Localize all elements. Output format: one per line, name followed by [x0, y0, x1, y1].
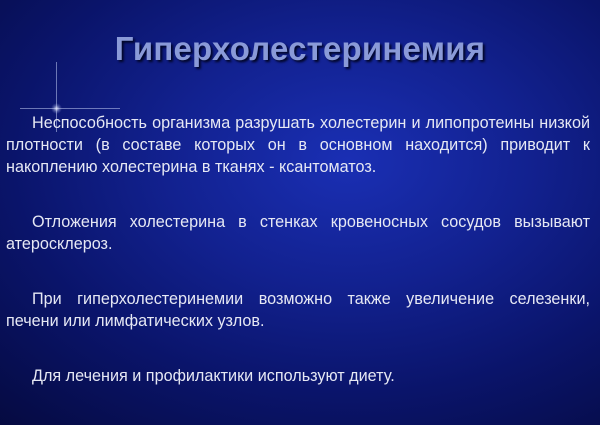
decorative-horizontal-line: [20, 108, 120, 109]
slide-title: Гиперхолестеринемия: [114, 30, 486, 67]
slide-body: [6, 112, 590, 420]
paragraph-xanthomatosis: Неспособность организма разрушать холестерин и липопротеины низкой плотности (в составе которых он в основном находится) приводит к накоплению холестерина в тканях - ксантоматоз.: [6, 114, 590, 176]
paragraph-diet: Для лечения и профилактики используют диету.: [32, 367, 395, 385]
paragraph-atherosclerosis: Отложения холестерина в стенках кровеносных сосудов вызывают атеросклероз.: [6, 213, 590, 253]
paragraph-organ-enlargement: При гиперхолестеринемии возможно также увеличение селезенки, печени или лимфатических узлов.: [6, 290, 590, 330]
